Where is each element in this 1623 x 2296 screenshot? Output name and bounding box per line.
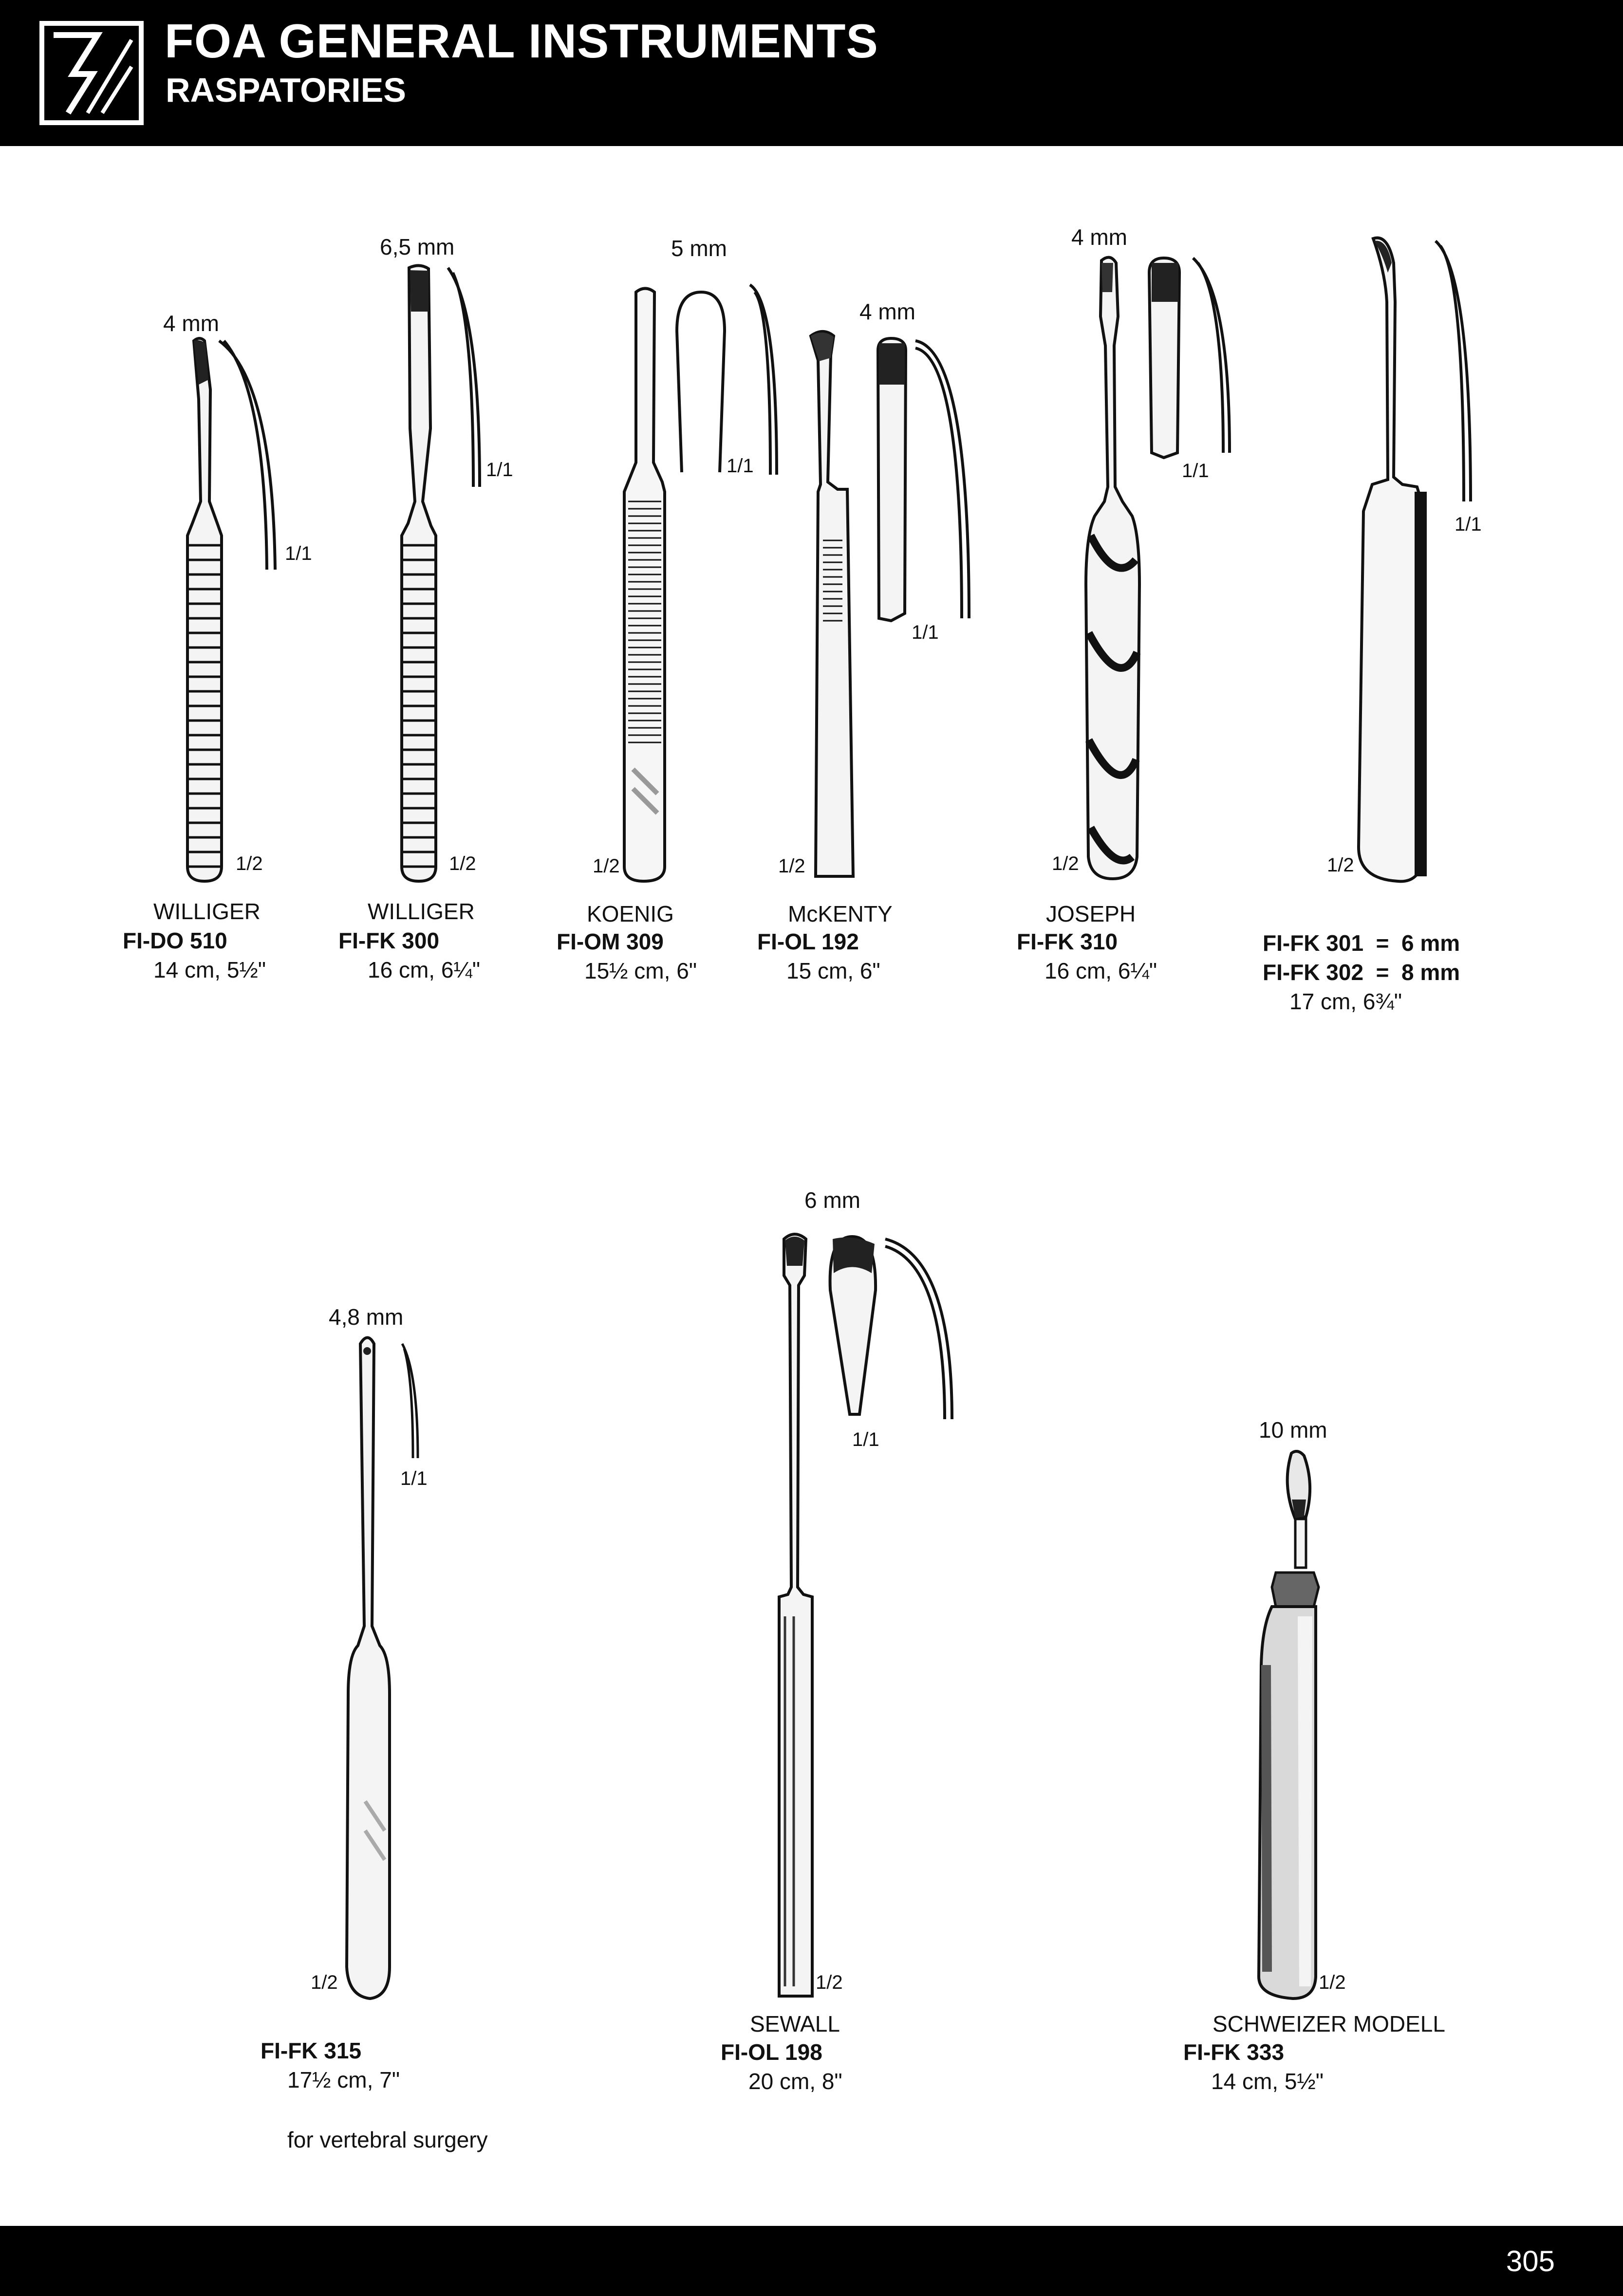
catalog-code-301: FI-FK 301 = 6 mm (1263, 930, 1460, 956)
scale-half: 1/2 (1319, 1972, 1346, 1993)
scale-full: 1/1 (1182, 460, 1209, 481)
dimensions: 14 cm, 5½" (1211, 2069, 1324, 2094)
catalog-code: FI-DO 510 (123, 928, 227, 953)
catalog-code: FI-FK 300 (338, 928, 440, 953)
dimensions: 20 cm, 8" (748, 2069, 842, 2094)
dimensions: 14 cm, 5½" (153, 957, 266, 982)
dimensions: 17½ cm, 7" (287, 2067, 400, 2092)
brand-title: FOA GENERAL INSTRUMENTS (165, 14, 878, 68)
instrument-name: WILLIGER (368, 899, 475, 924)
instrument-name: SCHWEIZER MODELL (1213, 2011, 1445, 2037)
instrument-name: KOENIG (587, 901, 674, 926)
dimensions: 15 cm, 6" (786, 958, 880, 983)
scale-full: 1/1 (400, 1468, 428, 1489)
catalog-code: FI-OL 192 (757, 929, 859, 954)
scale-full: 1/1 (1455, 514, 1482, 535)
usage-note: for vertebral surgery (287, 2127, 488, 2152)
scale-full: 1/1 (285, 543, 312, 564)
instrument-name: SEWALL (750, 2011, 840, 2037)
catalog-code: FI-OM 309 (557, 929, 664, 954)
scale-half: 1/2 (236, 853, 263, 874)
catalog-code: FI-FK 310 (1017, 929, 1118, 954)
blade-size: 4,8 mm (329, 1304, 404, 1330)
blade-size: 5 mm (671, 236, 727, 261)
dimensions: 16 cm, 6¼" (368, 957, 481, 982)
scale-half: 1/2 (449, 853, 476, 874)
instrument-name: JOSEPH (1046, 901, 1136, 926)
catalog-code: FI-OL 198 (721, 2039, 822, 2065)
scale-half: 1/2 (778, 855, 805, 877)
scale-full: 1/1 (912, 622, 939, 643)
catalog-code: FI-FK 315 (261, 2038, 362, 2063)
blade-size: 4 mm (859, 299, 915, 324)
blade-size: 6 mm (804, 1187, 860, 1213)
blade-size: 4 mm (163, 311, 219, 336)
scale-half: 1/2 (1327, 854, 1354, 876)
scale-full: 1/1 (852, 1429, 879, 1450)
page-number: 305 (1506, 2245, 1555, 2277)
catalog-code-302: FI-FK 302 = 8 mm (1263, 960, 1460, 985)
page-footer (0, 2226, 1623, 2296)
dimensions: 16 cm, 6¼" (1045, 958, 1157, 983)
section-title: RASPATORIES (166, 71, 406, 109)
scale-half: 1/2 (311, 1972, 338, 1993)
dimensions: 17 cm, 6¾" (1289, 989, 1402, 1014)
blade-size: 10 mm (1259, 1417, 1327, 1443)
blade-size: 4 mm (1071, 224, 1127, 250)
scale-full: 1/1 (727, 455, 754, 477)
scale-half: 1/2 (816, 1972, 843, 1993)
scale-full: 1/1 (486, 459, 513, 481)
scale-half: 1/2 (593, 855, 620, 877)
instrument-name: WILLIGER (153, 899, 261, 924)
instrument-name: McKENTY (788, 901, 893, 926)
catalog-code: FI-FK 333 (1183, 2039, 1285, 2065)
scale-half: 1/2 (1052, 853, 1079, 874)
dimensions: 15½ cm, 6" (584, 958, 697, 983)
blade-size: 6,5 mm (380, 234, 455, 259)
